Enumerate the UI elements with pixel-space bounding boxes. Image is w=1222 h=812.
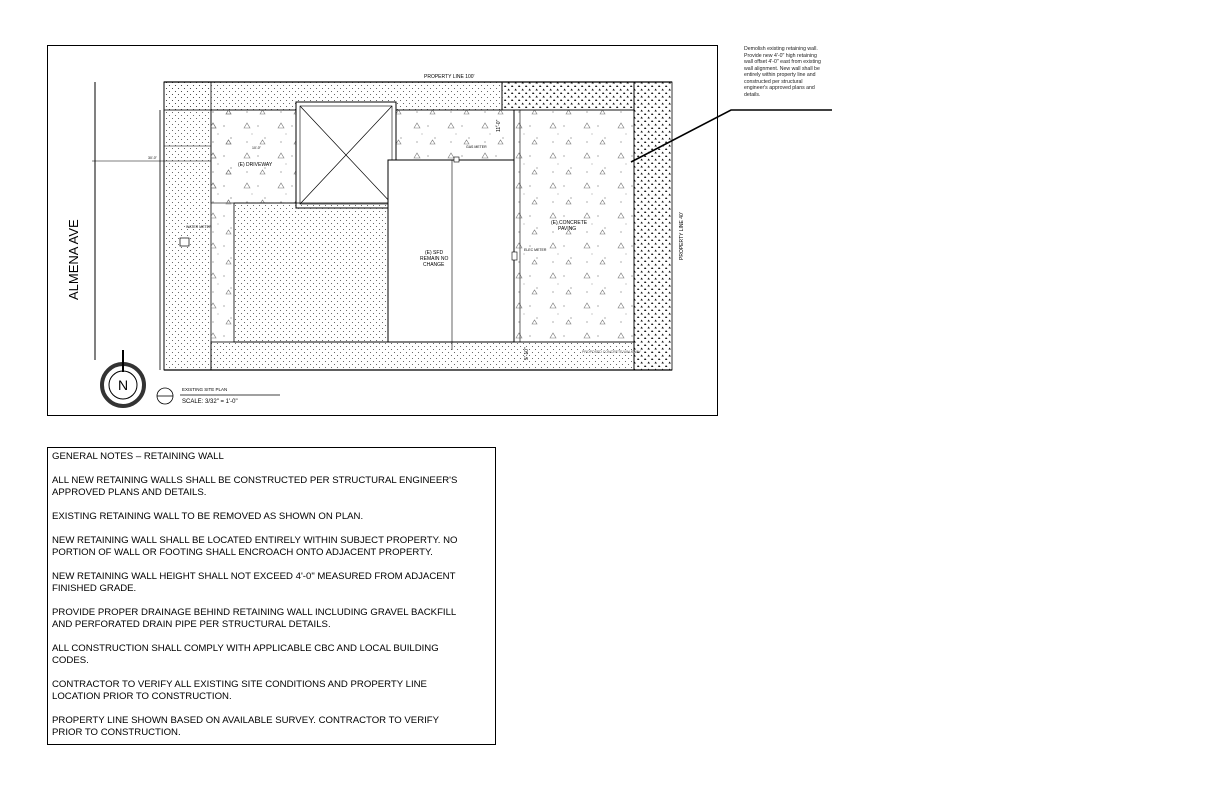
general-notes-box: [47, 447, 496, 745]
water-meter-icon: [180, 238, 189, 246]
residence-label-1: (E) SFD: [425, 250, 444, 256]
note-item: EXISTING RETAINING WALL TO BE REMOVED AS SHOWN ON PLAN.: [52, 511, 364, 522]
property-line-right-label: PROPERTY LINE 40': [679, 212, 685, 260]
residence-label-2: REMAIN NO: [420, 256, 449, 262]
gas-meter-icon: [454, 157, 459, 162]
electric-meter-icon: [512, 252, 517, 260]
street-label: ALMENA AVE: [66, 219, 81, 300]
existing-retaining-wall-area: [502, 82, 634, 110]
residence-label-3: CHANGE: [423, 262, 445, 268]
water-meter-label: WATER METER: [186, 225, 212, 229]
note-item: PROVIDE PROPER DRAINAGE BEHIND RETAINING WALL INCLUDING GRAVEL BACKFILL AND PERFORATED DRAIN PIPE PER STRUCTURAL DETAILS.: [52, 607, 457, 630]
note-item: NEW RETAINING WALL HEIGHT SHALL NOT EXCEED 4'-0" MEASURED FROM ADJACENT FINISHED GRADE.: [52, 571, 456, 594]
note-item: NEW RETAINING WALL SHALL BE LOCATED ENTIRELY WITHIN SUBJECT PROPERTY. NO PORTION OF WALL OR FOOTING SHALL ENCROACH ONTO ADJACENT PROPERTY.: [52, 535, 458, 558]
concrete-label-1: (E) CONCRETE: [551, 220, 588, 226]
note-item: ALL NEW RETAINING WALLS SHALL BE CONSTRUCTED PER STRUCTURAL ENGINEER'S APPROVED PLANS AND DETAILS.: [52, 475, 458, 498]
north-letter: N: [118, 377, 129, 393]
north-walkway: [396, 110, 514, 160]
plan-scale: SCALE: 3/32" = 1'-0": [182, 399, 238, 405]
note-item: CONTRACTOR TO VERIFY ALL EXISTING SITE CONDITIONS AND PROPERTY LINE LOCATION PRIOR TO CONSTRUCTION.: [52, 679, 427, 702]
notes-title: GENERAL NOTES – RETAINING WALL: [52, 451, 224, 462]
demolish-callout-note: Demolish existing retaining wall. Provide new 4'-0" high retaining wall offset 4'-0" east from existing wall alignment. New wall shall be entirely within property line and constructed per structural engineer's approved plans and details.: [744, 46, 821, 98]
dim-left: 30'-0": [148, 156, 157, 160]
plan-title: EXISTING SITE PLAN: [182, 387, 228, 392]
note-item: PROPERTY LINE SHOWN BASED ON AVAILABLE SURVEY. CONTRACTOR TO VERIFY PRIOR TO CONSTRUCTION.: [52, 715, 440, 738]
dim-right: 11'-0": [496, 119, 502, 132]
electric-meter-label: ELEC METER: [524, 248, 547, 252]
dim-small: 10'-0": [252, 146, 261, 150]
property-line-top-label: PROPERTY LINE 100': [424, 74, 475, 80]
dim-bottom: 5'-10": [524, 347, 530, 360]
front-yard-landscape: [234, 203, 388, 342]
south-landscape-strip: [211, 342, 634, 370]
note-item: ALL CONSTRUCTION SHALL COMPLY WITH APPLICABLE CBC AND LOCAL BUILDING CODES.: [52, 643, 439, 666]
residence-footprint: [388, 160, 514, 342]
driveway-label: (E) DRIVEWAY: [238, 162, 273, 168]
adjacent-property-strip: [634, 82, 672, 370]
gas-meter-label: GAS METER: [466, 145, 487, 149]
concrete-label-2: PAVING: [558, 226, 577, 232]
proposed-walkway-label: PROPOSED CONCRETE WALKWAY: [582, 350, 641, 354]
